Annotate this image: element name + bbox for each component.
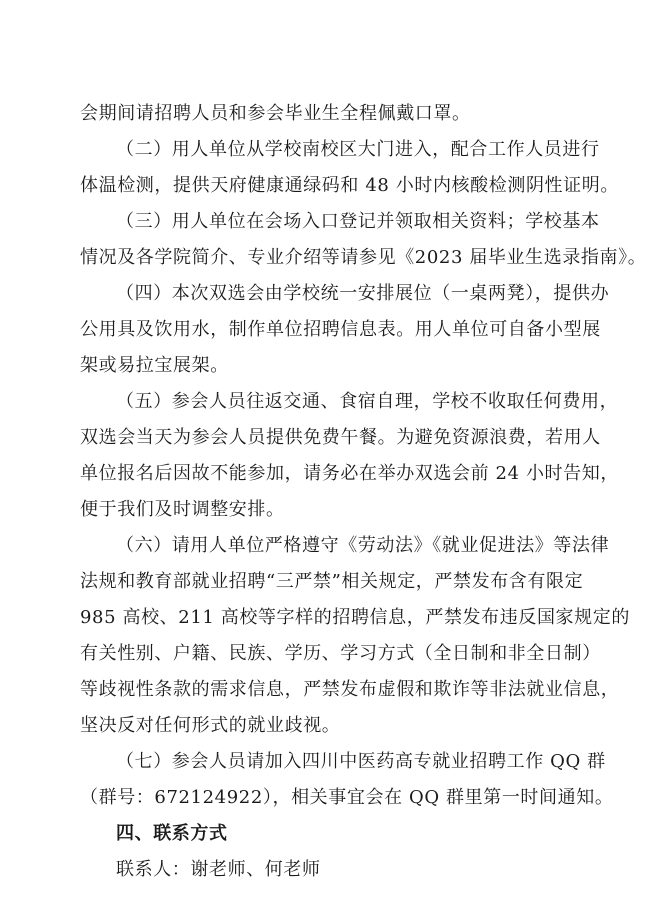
paragraph-item-7	[80, 744, 614, 816]
text-line: （七）参会人员请加入四川中医药高专就业招聘工作 QQ 群	[116, 751, 606, 772]
paragraph-item-6	[80, 528, 630, 744]
document-body	[80, 96, 647, 888]
text-line: （四）本次双选会由学校统一安排展位（一桌两凳），提供办	[116, 283, 610, 304]
text-line: 架或易拉宝展架。	[80, 355, 229, 376]
paragraph-item-2	[80, 132, 619, 204]
text-line: （二）用人单位从学校南校区大门进入，配合工作人员进行	[116, 139, 600, 160]
paragraph-item-3	[80, 204, 647, 276]
section-heading: 四、联系方式	[116, 823, 228, 844]
text-line: 便于我们及时调整安排。	[80, 499, 285, 520]
text-line: （五）参会人员往返交通、食宿自理，学校不收取任何费用，	[116, 391, 619, 412]
text-line: 体温检测，提供天府健康通绿码和 48 小时内核酸检测阴性证明。	[80, 175, 619, 196]
paragraph-continuation	[80, 96, 576, 132]
text-line: （三）用人单位在会场入口登记并领取相关资料；学校基本	[116, 211, 600, 232]
text-line: 情况及各学院简介、专业介绍等请参见《2023 届毕业生选录指南》。	[80, 247, 647, 268]
text-line: 等歧视性条款的需求信息，严禁发布虚假和欺诈等非法就业信息，	[80, 679, 620, 700]
paragraph-item-5	[80, 384, 619, 528]
paragraph-item-4	[80, 276, 610, 384]
text-line: 有关性别、户籍、民族、学历、学习方式（全日制和非全日制）	[80, 643, 601, 664]
text-line: 会期间请招聘人员和参会毕业生全程佩戴口罩。	[80, 103, 471, 124]
text-line: （群号：672124922），相关事宜会在 QQ 群里第一时间通知。	[80, 787, 614, 808]
text-line: （六）请用人单位严格遵守《劳动法》《就业促进法》等法律	[116, 535, 610, 556]
text-line: 985 高校、211 高校等字样的招聘信息，严禁发布违反国家规定的	[80, 607, 630, 628]
text-line: 法规和教育部就业招聘“三严禁”相关规定，严禁发布含有限定	[80, 571, 584, 592]
text-line: 公用具及饮用水，制作单位招聘信息表。用人单位可自备小型展	[80, 319, 601, 340]
text-line: 坚决反对任何形式的就业歧视。	[80, 715, 341, 736]
text-line: 双选会当天为参会人员提供免费午餐。为避免资源浪费，若用人	[80, 427, 601, 448]
contact-line: 联系人：谢老师、何老师	[116, 859, 321, 880]
text-line: 单位报名后因故不能参加，请务必在举办双选会前 24 小时告知，	[80, 463, 619, 484]
